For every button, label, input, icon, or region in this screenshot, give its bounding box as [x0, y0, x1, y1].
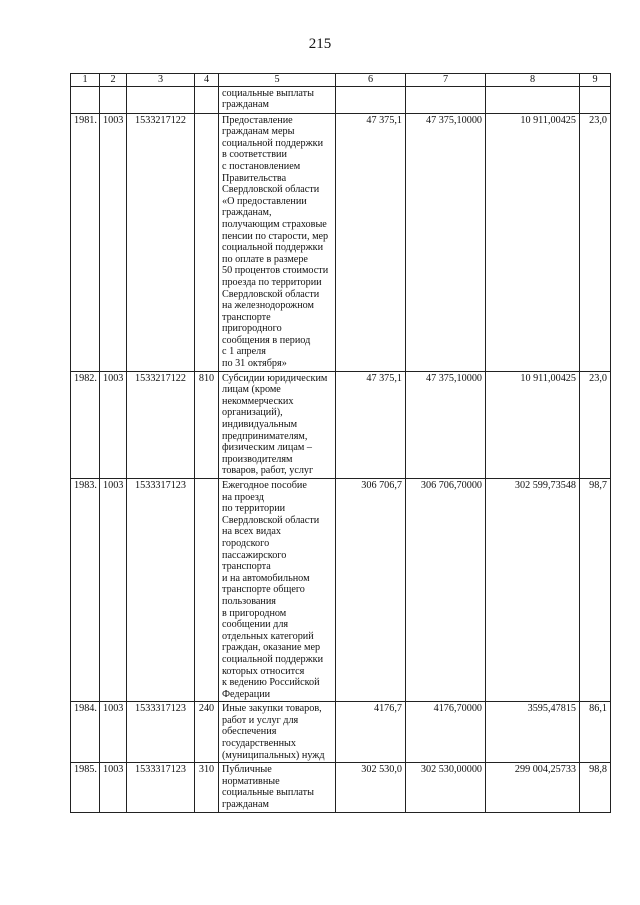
row-percent: 98,7 [580, 479, 611, 702]
column-header: 7 [406, 74, 486, 87]
row-code: 1533317123 [127, 702, 195, 763]
row-name: Иные закупки товаров, работ и услуг для обеспечения государственных (муниципальных) нужд [219, 702, 336, 763]
row-plan: 4176,7 [336, 702, 406, 763]
row-name: Субсидии юридическим лицам (кроме некоммерческих организаций), индивидуальным предпринимателям, физическим лицам – производителям товаров, работ, услуг [219, 371, 336, 478]
column-header: 8 [486, 74, 580, 87]
row-section: 1003 [100, 371, 127, 478]
row-type: 310 [195, 763, 219, 812]
column-header: 9 [580, 74, 611, 87]
row-plan: 306 706,7 [336, 479, 406, 702]
column-header: 1 [71, 74, 100, 87]
column-header: 3 [127, 74, 195, 87]
row-code: 1533317123 [127, 763, 195, 812]
row-name: Ежегодное пособие на проезд по территории Свердловской области на всех видах городского пассажирского транспорта и на автомобильном транспорте общего пользования в пригородном сообщении для отдельных категорий граждан, оказание мер социальной поддержки которых относится к ведению Российской Федерации [219, 479, 336, 702]
row-number: 1984. [71, 702, 100, 763]
row-section: 1003 [100, 763, 127, 812]
row-code: 1533217122 [127, 113, 195, 371]
row-refined: 47 375,10000 [406, 113, 486, 371]
row-plan: 302 530,0 [336, 763, 406, 812]
row-number: 1985. [71, 763, 100, 812]
column-header: 5 [219, 74, 336, 87]
row-executed: 3595,47815 [486, 702, 580, 763]
table-row [71, 371, 611, 478]
row-percent: 23,0 [580, 371, 611, 478]
table-row [71, 702, 611, 763]
row-name: социальные выплаты гражданам [219, 86, 336, 113]
row-number: 1983. [71, 479, 100, 702]
row-plan: 47 375,1 [336, 371, 406, 478]
row-percent: 23,0 [580, 113, 611, 371]
row-type: 240 [195, 702, 219, 763]
row-type [195, 479, 219, 702]
row-section: 1003 [100, 113, 127, 371]
column-header: 4 [195, 74, 219, 87]
row-type: 810 [195, 371, 219, 478]
column-header: 6 [336, 74, 406, 87]
row-executed: 10 911,00425 [486, 113, 580, 371]
row-executed: 299 004,25733 [486, 763, 580, 812]
row-name: Публичные нормативные социальные выплаты гражданам [219, 763, 336, 812]
row-percent: 86,1 [580, 702, 611, 763]
row-refined: 302 530,00000 [406, 763, 486, 812]
row-percent: 98,8 [580, 763, 611, 812]
row-number: 1982. [71, 371, 100, 478]
row-executed: 302 599,73548 [486, 479, 580, 702]
page-number: 215 [308, 36, 332, 52]
row-number: 1981. [71, 113, 100, 371]
table-row-continuation [71, 86, 611, 113]
column-header: 2 [100, 74, 127, 87]
row-refined: 47 375,10000 [406, 371, 486, 478]
row-code: 1533317123 [127, 479, 195, 702]
row-type [195, 113, 219, 371]
row-refined: 306 706,70000 [406, 479, 486, 702]
table-row [71, 479, 611, 702]
table-row [71, 763, 611, 812]
row-executed: 10 911,00425 [486, 371, 580, 478]
row-code: 1533217122 [127, 371, 195, 478]
row-section: 1003 [100, 702, 127, 763]
row-name: Предоставление гражданам меры социальной поддержки в соответствии с постановлением Правительства Свердловской области «О предоставлении гражданам, получающим страховые пенсии по старости, мер социальной поддержки по оплате в размере 50 процентов стоимости проезда по территории Свердловской области на железнодорожном транспорте пригородного сообщения в период с 1 апреля по 31 октября» [219, 113, 336, 371]
row-section: 1003 [100, 479, 127, 702]
table-row [71, 113, 611, 371]
budget-table [70, 73, 611, 813]
row-plan: 47 375,1 [336, 113, 406, 371]
table-header [71, 74, 611, 87]
row-refined: 4176,70000 [406, 702, 486, 763]
